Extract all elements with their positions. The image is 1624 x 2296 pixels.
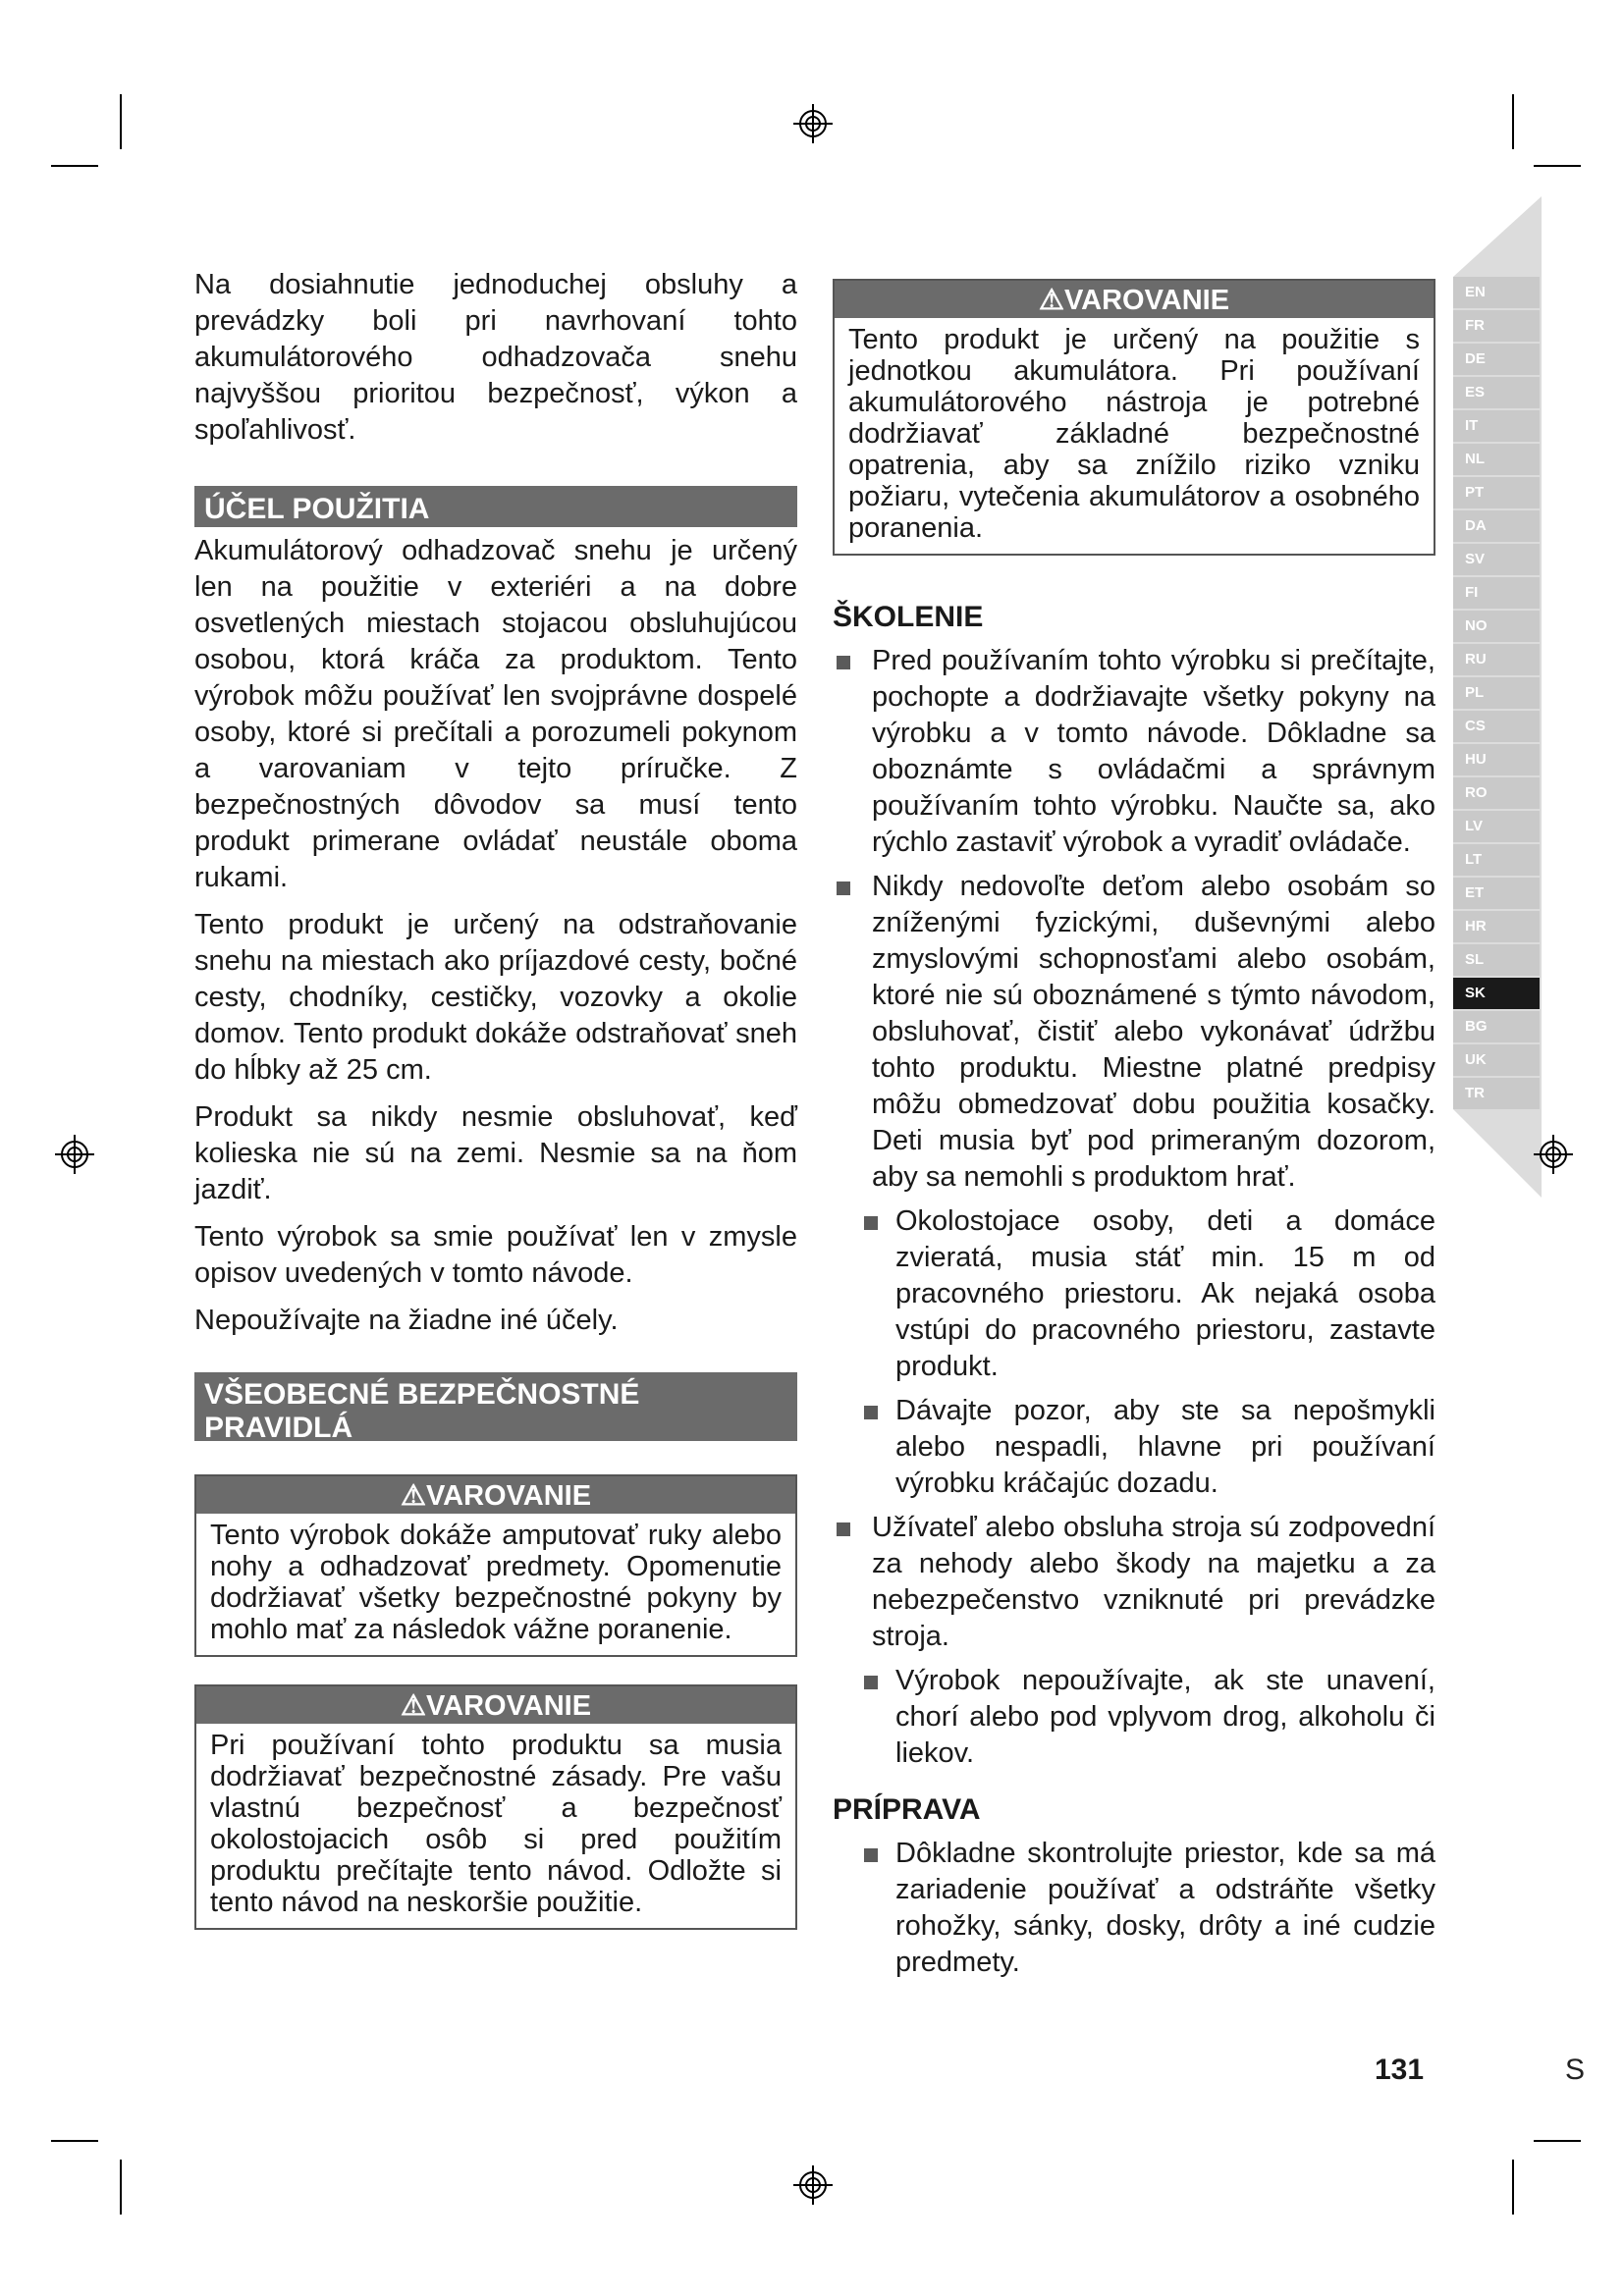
general-section-heading: VŠEOBECNÉ BEZPEČNOSTNÉ PRAVIDLÁ xyxy=(194,1372,797,1441)
edge-character: S xyxy=(1565,2054,1586,2086)
preparation-heading: PRÍPRAVA xyxy=(833,1793,981,1826)
tab-lt[interactable]: LT xyxy=(1453,844,1540,876)
list-item: Pred používaním tohto výrobku si prečítajte, pochopte a dodržiavajte všetky pokyny na výrobku a v tomto návode. Dôkladne sa oboznámte s ovládačmi a správnym používaním tohto výrobku. Naučte sa, ako rýchlo zastaviť výrobok a vyradiť ovládače. xyxy=(833,643,1435,861)
tab-nl[interactable]: NL xyxy=(1453,444,1540,475)
usage-paragraph: Tento výrobok sa smie používať len v zmysle opisov uvedených v tomto návode. xyxy=(194,1221,797,1289)
warning-box xyxy=(194,1474,797,1657)
page-number: 131 xyxy=(1375,2054,1425,2086)
crop-mark xyxy=(51,165,98,167)
warning-text: Pri používaní tohto produktu sa musia dodržiavať bezpečnostné zásady. Pre vašu vlastnú bezpečnosť a bezpečnosť okolostojacich osôb si pred použitím produktu prečítajte tento návod. Odložte si tento návod na neskoršie použitie. xyxy=(210,1730,782,1918)
warning-text: Tento produkt je určený na použitie s jednotkou akumulátora. Pri používaní akumulátorového nástroja je potrebné dodržiavať základné bezpečnostné opatrenia, aby sa znížilo riziko vzniku požiaru, vytečenia akumulátorov a osobného poranenia. xyxy=(848,324,1420,544)
crop-mark xyxy=(1512,94,1514,149)
tab-ro[interactable]: RO xyxy=(1453,777,1540,809)
warning-heading: ⚠VAROVANIE xyxy=(196,1686,795,1724)
tab-en[interactable]: EN xyxy=(1453,277,1540,308)
usage-paragraph: Nepoužívajte na žiadne iné účely. xyxy=(194,1305,619,1336)
crop-mark xyxy=(1512,2160,1514,2215)
tab-pt[interactable]: PT xyxy=(1453,477,1540,508)
registration-mark-icon xyxy=(55,1135,94,1174)
tab-pl[interactable]: PL xyxy=(1453,677,1540,709)
preparation-list xyxy=(833,1836,1435,1981)
registration-mark-icon xyxy=(1534,1135,1573,1174)
crop-mark xyxy=(1534,2140,1581,2142)
warning-triangle-icon: ⚠ xyxy=(1038,285,1064,316)
list-item: Užívateľ alebo obsluha stroja sú zodpovední za nehody alebo škody na majetku a za nebezpečenstvo vzniknuté pri prevádzke stroja. xyxy=(833,1510,1435,1655)
warning-text: Tento výrobok dokáže amputovať ruky alebo nohy a odhadzovať predmety. Opomenutie dodržiavať všetky bezpečnostné pokyny by mohlo mať za následok vážne poranenie. xyxy=(210,1520,782,1645)
warning-box xyxy=(194,1684,797,1930)
list-item: Dávajte pozor, aby ste sa nepošmykli alebo nespadli, hlavne pri používaní výrobku kráčajúc dozadu. xyxy=(856,1393,1435,1502)
bullet-icon xyxy=(864,1848,878,1862)
tab-sl[interactable]: SL xyxy=(1453,944,1540,976)
tab-fr[interactable]: FR xyxy=(1453,310,1540,342)
bullet-icon xyxy=(864,1406,878,1419)
warning-box xyxy=(833,279,1435,556)
tab-it[interactable]: IT xyxy=(1453,410,1540,442)
list-item: Okolostojace osoby, deti a domáce zvieratá, musia stáť min. 15 m od pracovného priestoru. Ak nejaká osoba vstúpi do pracovného priestoru, zastavte produkt. xyxy=(856,1203,1435,1385)
tab-fi[interactable]: FI xyxy=(1453,577,1540,609)
tab-hu[interactable]: HU xyxy=(1453,744,1540,775)
list-item: Dôkladne skontrolujte priestor, kde sa má zariadenie používať a odstráňte všetky rohožky, sánky, dosky, drôty a iné cudzie predmety. xyxy=(856,1836,1435,1981)
bullet-icon xyxy=(837,881,850,895)
usage-paragraph: Akumulátorový odhadzovač snehu je určený len na použitie v exteriéri a na dobre osvetlených miestach stojacou obsluhujúcou osobou, ktorá kráča za produktom. Tento výrobok môžu používať len svojprávne dospelé osoby, ktoré si prečítali a porozumeli pokynom a varovaniam v tejto príručke. Z bezpečnostných dôvodov sa musí tento produkt primerane ovládať neustále oboma rukami. xyxy=(194,535,797,893)
tab-no[interactable]: NO xyxy=(1453,611,1540,642)
warning-heading: ⚠VAROVANIE xyxy=(196,1476,795,1514)
bullet-icon xyxy=(864,1676,878,1689)
usage-paragraph: Tento produkt je určený na odstraňovanie snehu na miestach ako príjazdové cesty, bočné cesty, chodníky, cestičky, vozovky a okolie domov. Tento produkt dokáže odstraňovať sneh do hĺbky až 25 cm. xyxy=(194,909,797,1086)
list-item: Výrobok nepoužívajte, ak ste unavení, chorí alebo pod vplyvom drog, alkoholu či liekov. xyxy=(856,1663,1435,1772)
training-heading: ŠKOLENIE xyxy=(833,601,984,633)
tab-hr[interactable]: HR xyxy=(1453,911,1540,942)
crop-mark xyxy=(120,94,122,149)
warning-triangle-icon: ⚠ xyxy=(400,1690,426,1722)
training-list xyxy=(833,643,1435,1772)
bullet-icon xyxy=(837,656,850,669)
tab-lv[interactable]: LV xyxy=(1453,811,1540,842)
crop-mark xyxy=(1534,165,1581,167)
right-column xyxy=(833,279,1435,1989)
crop-mark xyxy=(51,2140,98,2142)
usage-paragraph: Produkt sa nikdy nesmie obsluhovať, keď kolieska nie sú na zemi. Nesmie sa na ňom jazdiť. xyxy=(194,1101,797,1205)
tab-tr[interactable]: TR xyxy=(1453,1078,1540,1109)
left-column xyxy=(194,267,797,1930)
tab-bg[interactable]: BG xyxy=(1453,1011,1540,1042)
tab-cs[interactable]: CS xyxy=(1453,711,1540,742)
intro-paragraph: Na dosiahnutie jednoduchej obsluhy a prevádzky boli pri navrhovaní tohto akumulátorového odhadzovača snehu najvyššou prioritou bezpečnosť, výkon a spoľahlivosť. xyxy=(194,269,797,446)
list-item: Nikdy nedovoľte deťom alebo osobám so zníženými fyzickými, duševnými alebo zmyslovými schopnosťami alebo osobám, ktoré nie sú oboznámené s týmto návodom, obsluhovať, čistiť alebo vykonávať údržbu tohto produktu. Miestne platné predpisy môžu obmedzovať dobu použitia kosačky. Deti musia byť pod primeraným dozorom, aby sa nemohli s produktom hrať. xyxy=(833,869,1435,1196)
tab-es[interactable]: ES xyxy=(1453,377,1540,408)
usage-section-heading: ÚČEL POUŽITIA xyxy=(194,486,797,527)
crop-mark xyxy=(120,2160,122,2215)
warning-heading: ⚠VAROVANIE xyxy=(835,281,1434,318)
tab-sk[interactable]: SK xyxy=(1453,978,1540,1009)
tab-ru[interactable]: RU xyxy=(1453,644,1540,675)
registration-mark-icon xyxy=(793,2165,833,2205)
tab-de[interactable]: DE xyxy=(1453,344,1540,375)
tab-uk[interactable]: UK xyxy=(1453,1044,1540,1076)
tab-da[interactable]: DA xyxy=(1453,510,1540,542)
bullet-icon xyxy=(837,1522,850,1536)
warning-triangle-icon: ⚠ xyxy=(400,1480,426,1512)
tab-et[interactable]: ET xyxy=(1453,878,1540,909)
registration-mark-icon xyxy=(793,104,833,143)
language-tabs xyxy=(1453,277,1540,1111)
tab-sv[interactable]: SV xyxy=(1453,544,1540,575)
bullet-icon xyxy=(864,1216,878,1230)
